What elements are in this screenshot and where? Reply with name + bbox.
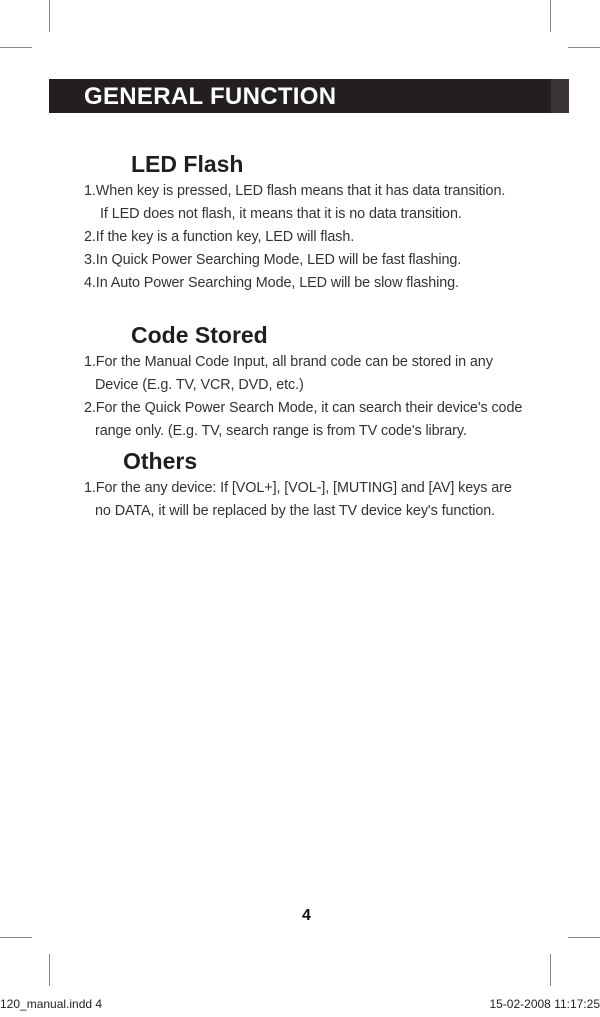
led-flash-heading: LED Flash <box>131 151 244 177</box>
led-flash-line: 3.In Quick Power Searching Mode, LED will be fast flashing. <box>84 252 462 268</box>
led-flash-line: 4.In Auto Power Searching Mode, LED will be slow flashing. <box>84 275 459 291</box>
crop-mark-top-right <box>550 0 551 32</box>
crop-mark-right-bottom <box>568 937 600 938</box>
led-flash-line: 2.If the key is a function key, LED will flash. <box>84 229 355 245</box>
code-stored-line: Device (E.g. TV, VCR, DVD, etc.) <box>95 377 304 393</box>
code-stored-heading: Code Stored <box>131 322 268 348</box>
crop-mark-left-top <box>0 47 32 48</box>
others-line: 1.For the any device: If [VOL+], [VOL-], [MUTING] and [AV] keys are <box>84 480 512 496</box>
code-stored-line: range only. (E.g. TV, search range is from TV code's library. <box>95 423 467 439</box>
led-flash-line: If LED does not flash, it means that it is no data transition. <box>100 206 462 222</box>
code-stored-line: 1.For the Manual Code Input, all brand code can be stored in any <box>84 354 493 370</box>
crop-mark-top-left <box>49 0 50 32</box>
crop-mark-right-top <box>568 47 600 48</box>
print-timestamp: 15-02-2008 11:17:25 <box>489 997 600 1011</box>
others-heading: Others <box>123 448 198 474</box>
crop-mark-left-bottom <box>0 937 32 938</box>
section-header-bar <box>49 79 569 113</box>
others-line: no DATA, it will be replaced by the last TV device key's function. <box>95 503 496 519</box>
header-accent-block <box>551 79 569 113</box>
page-number: 4 <box>302 907 311 924</box>
crop-mark-bottom-right <box>550 954 551 986</box>
page-title: GENERAL FUNCTION <box>84 83 337 110</box>
file-slug: 120_manual.indd 4 <box>0 997 103 1011</box>
code-stored-line: 2.For the Quick Power Search Mode, it can search their device's code <box>84 400 523 416</box>
led-flash-line: 1.When key is pressed, LED flash means that it has data transition. <box>84 183 506 199</box>
crop-mark-bottom-left <box>49 954 50 986</box>
